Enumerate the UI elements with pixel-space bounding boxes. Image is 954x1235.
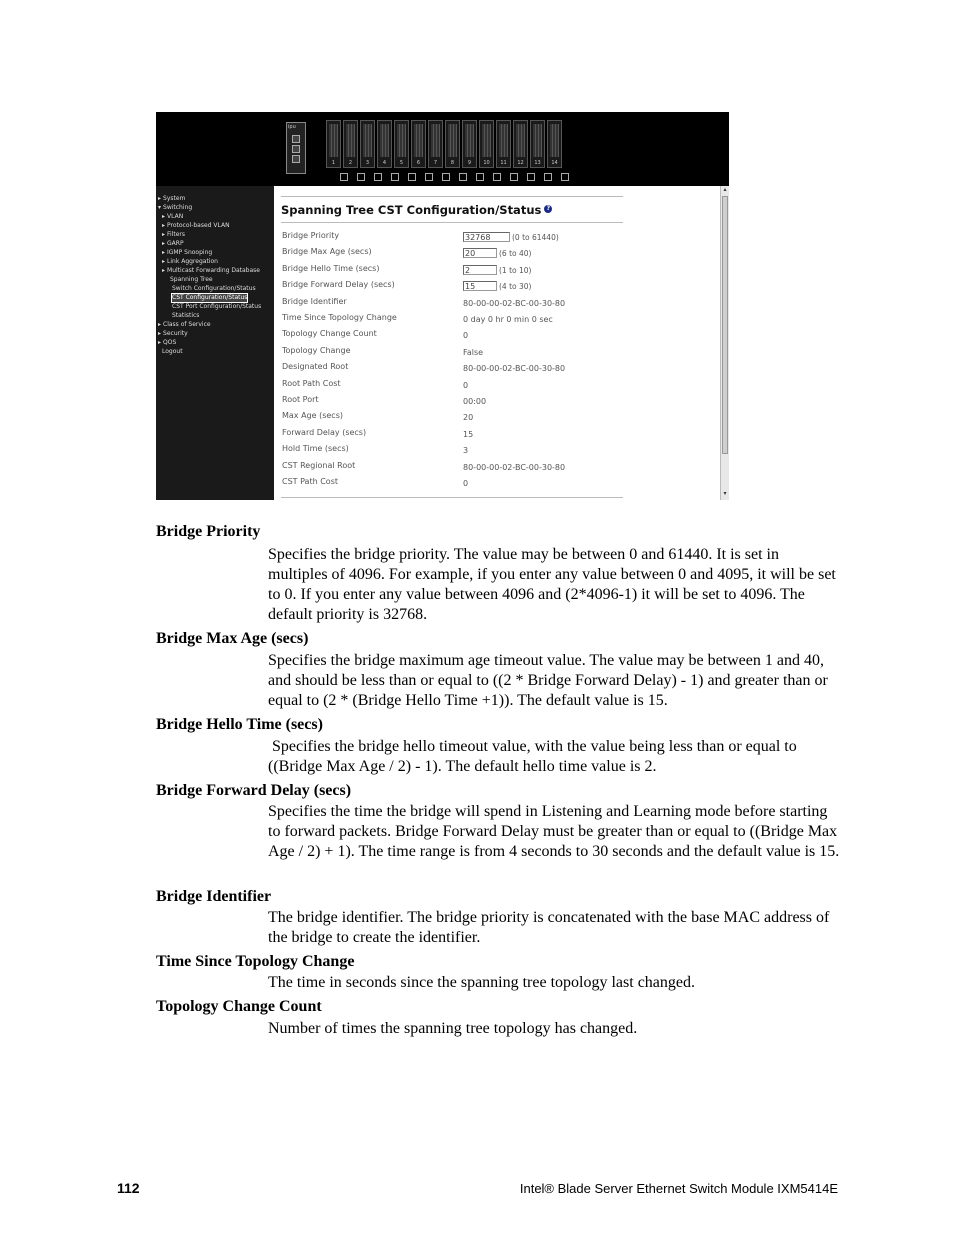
field-value: 0	[463, 331, 469, 341]
nav-item-label: Logout	[162, 348, 183, 355]
port-slot[interactable]	[377, 120, 392, 168]
field-label: Root Path Cost	[282, 378, 341, 388]
field-input[interactable]: 2	[463, 265, 497, 275]
nav-sidebar	[156, 186, 274, 500]
field-label: CST Path Cost	[282, 477, 338, 486]
nav-item[interactable]	[162, 348, 183, 356]
nav-item[interactable]	[172, 285, 256, 293]
caret-down-icon: ▾	[158, 204, 162, 211]
term-time-since-topology-change: Time Since Topology Change	[156, 953, 355, 970]
field-label: Root Port	[282, 395, 319, 404]
port-number: 14	[551, 160, 558, 166]
field-value: 80-00-00-02-BC-00-30-80	[463, 364, 566, 374]
field-label: CST Regional Root	[282, 460, 356, 470]
nav-item-label: CST Configuration/Status	[172, 294, 248, 301]
title-divider	[281, 222, 623, 223]
port-slot[interactable]	[428, 120, 443, 168]
caret-right-icon: ▸	[162, 213, 166, 220]
def-time-since-topology-change	[268, 973, 840, 993]
vertical-scrollbar[interactable]	[720, 186, 729, 500]
nav-item[interactable]	[162, 267, 260, 275]
nav-item-label: Switching	[163, 204, 193, 211]
term-bridge-identifier: Bridge Identifier	[156, 888, 272, 905]
nav-item[interactable]	[170, 276, 213, 284]
port-number: 4	[382, 160, 387, 166]
field-value: 80-00-00-02-BC-00-30-80	[463, 298, 566, 308]
top-divider	[281, 196, 623, 197]
port-slot[interactable]	[479, 120, 494, 168]
nav-item-label: Spanning Tree	[170, 276, 213, 283]
caret-right-icon: ▸	[162, 222, 166, 229]
status-led	[292, 155, 300, 163]
port-number: 13	[534, 160, 541, 166]
caret-right-icon: ▸	[158, 330, 162, 337]
field-value: 3	[463, 446, 469, 456]
field-label: Topology Change Count	[282, 329, 377, 339]
nav-item-label: CST Port Configuration/Status	[172, 303, 262, 310]
port-slot[interactable]	[496, 120, 511, 168]
nav-item[interactable]	[172, 303, 261, 311]
port-led	[493, 173, 501, 181]
status-led	[292, 135, 300, 143]
def-bridge-identifier	[268, 908, 840, 948]
nav-item[interactable]	[172, 312, 199, 320]
port-slot[interactable]	[547, 120, 562, 168]
port-slot[interactable]	[411, 120, 426, 168]
def-topology-change-count	[268, 1019, 840, 1039]
nav-item-label: Filters	[167, 231, 186, 238]
scroll-down-icon[interactable]: ▾	[723, 491, 727, 497]
field-label: Time Since Topology Change	[282, 313, 397, 322]
field-label: Forward Delay (secs)	[282, 427, 367, 437]
port-led	[340, 173, 348, 181]
port-led	[408, 173, 416, 181]
def-bridge-forward-delay	[268, 802, 840, 862]
nav-item[interactable]	[162, 222, 230, 230]
help-icon[interactable]: ?	[544, 205, 552, 213]
def-bridge-max-age	[268, 651, 840, 711]
nav-item[interactable]	[158, 321, 211, 329]
port-led	[561, 173, 569, 181]
nav-item-label: Multicast Forwarding Database	[167, 267, 260, 274]
nav-item[interactable]	[158, 204, 192, 212]
nav-item[interactable]	[162, 231, 185, 239]
def-text: Specifies the bridge maximum age timeout value. The value may be between 1 and 40, and should be less than or equal to ((2 * Bridge Forward Delay) - 1) and greater than or equal to (2 * (Bridge Hello Time +1)). The default value is 15.	[268, 652, 828, 709]
nav-item-label: Link Aggregation	[167, 258, 218, 265]
nav-item-label: Protocol-based VLAN	[167, 222, 230, 229]
field-value: 0 day 0 hr 0 min 0 sec	[463, 315, 553, 324]
def-text: Specifies the time the bridge will spend in Listening and Learning mode before starting to forward packets. Bridge Forward Delay must be greater than or equal to ((Bridge Max Age / 2) + 1). The time range is from 4 seconds to 30 seconds and the default value is 15.	[268, 803, 840, 860]
page-number: 112	[117, 1180, 140, 1196]
field-label: Bridge Identifier	[282, 296, 347, 306]
port-led	[544, 173, 552, 181]
port-led	[459, 173, 467, 181]
def-text: The bridge identifier. The bridge priority is concatenated with the base MAC address of the bridge to create the identifier.	[268, 909, 830, 946]
panel-title-text: Spanning Tree CST Configuration/Status	[281, 203, 542, 217]
field-value: 00:00	[463, 397, 487, 406]
def-text: Specifies the bridge hello timeout value, with the value being less than or equal to ((Bridge Max Age / 2) - 1). The default hello time value is 2.	[268, 738, 801, 775]
nav-item[interactable]	[172, 294, 247, 302]
port-number: 6	[416, 160, 421, 166]
nav-item-label: System	[163, 195, 186, 202]
nav-item-label: Switch Configuration/Status	[172, 285, 256, 292]
term-bridge-priority: Bridge Priority	[156, 523, 261, 540]
port-number: 9	[467, 160, 472, 166]
port-slot[interactable]	[343, 120, 358, 168]
def-text: Specifies the bridge priority. The value may be between 0 and 61440. It is set in multiples of 4096. For example, if you enter any value between 0 and 4095, it will be set to 0. If you enter any value between 4096 and (2*4096-1) it will be set to 4096. The default priority is 32768.	[268, 546, 836, 623]
port-led	[357, 173, 365, 181]
port-number: 10	[483, 160, 490, 166]
port-led	[527, 173, 535, 181]
nav-item-label: VLAN	[167, 213, 184, 220]
nav-item[interactable]	[158, 339, 176, 347]
caret-right-icon: ▸	[162, 267, 166, 274]
field-input[interactable]: 32768	[463, 232, 510, 242]
field-range-hint: (4 to 30)	[499, 282, 532, 292]
caret-right-icon: ▸	[162, 258, 166, 265]
device-label: ipu	[288, 124, 296, 130]
term-bridge-max-age: Bridge Max Age (secs)	[156, 630, 309, 647]
def-bridge-hello-time	[268, 737, 840, 777]
nav-item-label: QOS	[163, 339, 177, 346]
port-slot[interactable]	[462, 120, 477, 168]
field-value: False	[463, 347, 484, 357]
term-bridge-hello-time: Bridge Hello Time (secs)	[156, 716, 323, 733]
port-led	[374, 173, 382, 181]
port-number: 8	[450, 160, 455, 166]
caret-right-icon: ▸	[162, 231, 166, 238]
port-led	[391, 173, 399, 181]
field-range-hint: (6 to 40)	[499, 249, 532, 259]
port-slot[interactable]	[530, 120, 545, 168]
switch-web-ui-screenshot	[156, 112, 729, 500]
caret-right-icon: ▸	[158, 321, 162, 328]
device-front-panel	[286, 122, 306, 174]
port-slot[interactable]	[445, 120, 460, 168]
nav-item-label: GARP	[167, 240, 184, 247]
port-slot[interactable]	[394, 120, 409, 168]
field-label: Topology Change	[282, 345, 351, 355]
device-header	[156, 112, 729, 186]
port-led	[510, 173, 518, 181]
field-label: Bridge Priority	[282, 231, 340, 240]
field-value: 15	[463, 429, 474, 439]
nav-item[interactable]	[158, 330, 188, 338]
bottom-divider	[281, 497, 623, 498]
field-range-hint: (1 to 10)	[499, 265, 532, 275]
field-label: Hold Time (secs)	[282, 444, 349, 454]
port-number: 1	[331, 160, 336, 166]
field-label: Bridge Hello Time (secs)	[282, 263, 380, 273]
scroll-thumb[interactable]	[722, 196, 728, 454]
field-label: Designated Root	[282, 362, 349, 372]
nav-item[interactable]	[162, 213, 183, 221]
field-value: 80-00-00-02-BC-00-30-80	[463, 462, 566, 472]
nav-item-label: Class of Service	[163, 321, 211, 328]
def-text: Number of times the spanning tree topology has changed.	[268, 1020, 638, 1037]
nav-item-label: IGMP Snooping	[167, 249, 213, 256]
port-slot[interactable]	[326, 120, 341, 168]
field-value: 20	[463, 413, 474, 423]
port-led	[425, 173, 433, 181]
port-slot[interactable]	[360, 120, 375, 168]
port-number: 2	[348, 160, 353, 166]
port-led-row	[340, 173, 569, 181]
caret-right-icon: ▸	[162, 249, 166, 256]
port-number: 5	[399, 160, 404, 166]
port-slot[interactable]	[513, 120, 528, 168]
nav-item-label: Statistics	[172, 312, 200, 319]
nav-item-label: Security	[163, 330, 188, 337]
field-label: Bridge Forward Delay (secs)	[282, 280, 395, 290]
nav-item[interactable]	[162, 240, 184, 248]
field-input[interactable]: 15	[463, 281, 497, 291]
port-number: 12	[517, 160, 524, 166]
port-number: 3	[365, 160, 370, 166]
field-range-hint: (0 to 61440)	[512, 233, 559, 242]
port-strip	[326, 120, 562, 168]
term-topology-change-count: Topology Change Count	[156, 998, 322, 1015]
port-number: 7	[433, 160, 438, 166]
field-label: Bridge Max Age (secs)	[282, 247, 372, 257]
caret-right-icon: ▸	[162, 240, 166, 247]
nav-item[interactable]	[162, 258, 218, 266]
scroll-up-icon[interactable]: ▴	[723, 187, 727, 193]
caret-right-icon: ▸	[158, 339, 162, 346]
field-input[interactable]: 20	[463, 248, 497, 258]
def-bridge-priority	[268, 545, 840, 625]
status-led	[292, 145, 300, 153]
def-text: The time in seconds since the spanning tree topology last changed.	[268, 974, 695, 991]
caret-right-icon: ▸	[158, 195, 162, 202]
port-number: 11	[500, 160, 507, 166]
port-led	[476, 173, 484, 181]
panel-title	[281, 203, 552, 217]
field-label: Max Age (secs)	[282, 411, 343, 421]
term-bridge-forward-delay: Bridge Forward Delay (secs)	[156, 782, 352, 799]
content-panel	[274, 186, 720, 500]
footer-title: Intel® Blade Server Ethernet Switch Module IXM5414E	[519, 1181, 838, 1196]
port-led	[442, 173, 450, 181]
nav-item[interactable]	[162, 249, 212, 257]
field-value: 0	[463, 479, 469, 488]
field-value: 0	[463, 380, 469, 390]
nav-item[interactable]	[158, 195, 185, 203]
